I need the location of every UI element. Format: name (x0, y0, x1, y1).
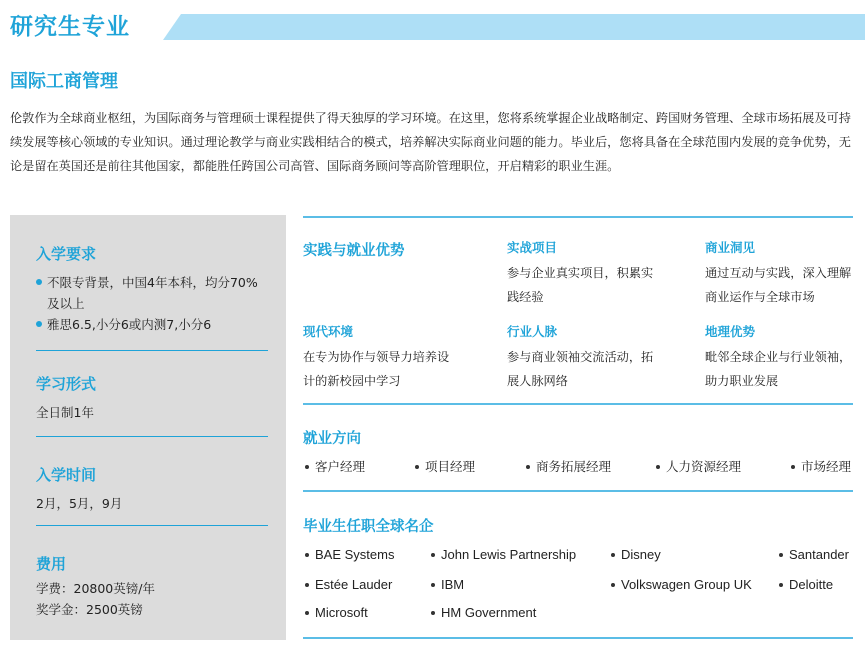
section-divider (36, 436, 268, 437)
section-divider (36, 525, 268, 526)
career-item: 项目经理 (415, 457, 475, 475)
career-item: 人力资源经理 (656, 457, 741, 475)
employer-item: John Lewis Partnership (431, 547, 576, 562)
section-divider (303, 637, 853, 639)
section-divider (303, 403, 853, 405)
page-header (0, 0, 865, 50)
advantage-text: 参与商业领袖交流活动，拓展人脉网络 (507, 350, 654, 388)
bullet-dot-icon (36, 321, 42, 327)
section-divider (303, 216, 853, 218)
bullet-dot-icon (305, 465, 309, 469)
employer-item: BAE Systems (305, 547, 394, 562)
advantages-title: 实践与就业优势 (303, 243, 405, 259)
bullet-dot-icon (305, 553, 309, 557)
bullet-dot-icon (779, 583, 783, 587)
section-divider (303, 490, 853, 492)
career-item: 客户经理 (305, 457, 365, 475)
bullet-dot-icon (611, 583, 615, 587)
career-item: 商务拓展经理 (526, 457, 611, 475)
employer-item: HM Government (431, 605, 536, 620)
admission-section (36, 243, 268, 335)
intake-title: 入学时间 (36, 466, 97, 484)
career-item: 市场经理 (791, 457, 851, 475)
admission-item: 雅思6.5,小分6或内测7,小分6 (36, 314, 268, 335)
advantage-text: 毗邻全球企业与行业领袖，助力职业发展 (705, 350, 852, 388)
employer-item: Disney (611, 547, 661, 562)
page-title: 研究生专业 (10, 14, 130, 40)
bullet-dot-icon (415, 465, 419, 469)
advantage-title: 现代环境 (303, 324, 354, 339)
admission-item: 不限专背景，中国4年本科，均分70%及以上 (36, 272, 268, 314)
advantage-text: 通过互动与实践，深入理解商业运作与全球市场 (705, 266, 852, 304)
bullet-dot-icon (431, 553, 435, 557)
employer-item: Estée Lauder (305, 577, 392, 592)
employer-item: IBM (431, 577, 464, 592)
bullet-dot-icon (36, 279, 42, 285)
advantage-title: 行业人脉 (507, 324, 558, 339)
admission-title: 入学要求 (36, 245, 97, 263)
bullet-dot-icon (431, 583, 435, 587)
bullet-dot-icon (791, 465, 795, 469)
study-mode-section (36, 373, 268, 423)
bullet-dot-icon (305, 611, 309, 615)
employer-item: Microsoft (305, 605, 368, 620)
advantage-title: 实战项目 (507, 240, 558, 255)
employer-item: Volkswagen Group UK (611, 577, 752, 592)
bullet-dot-icon (431, 611, 435, 615)
employer-item: Santander (779, 547, 849, 562)
intake-section (36, 464, 268, 514)
bullet-dot-icon (611, 553, 615, 557)
program-title: 国际工商管理 (10, 71, 118, 92)
employer-item: Deloitte (779, 577, 833, 592)
advantage-text: 在专为协作与领导力培养设计的新校园中学习 (303, 350, 450, 388)
study-mode-title: 学习形式 (36, 375, 97, 393)
fees-section (36, 553, 268, 620)
program-intro: 伦敦作为全球商业枢纽，为国际商务与管理硕士课程提供了得天独厚的学习环境。在这里，您将系统掌握企业战略制定、跨国财务管理、全球市场拓展及可持续发展等核心领域的专业知识。通过理论教学与商业实践相结合的模式，培养解决实际商业问题的能力。毕业后，您将具备在全球范围内发展的竞争优势，无论是留在英国还是前往其他国家，都能胜任跨国公司高管、国际商务顾问等高阶管理职位，开启精彩的职业生涯。 (10, 111, 851, 173)
fees-title: 费用 (36, 555, 67, 573)
scholarship: 奖学金：2500英镑 (36, 602, 143, 617)
advantage-text: 参与企业真实项目，积累实践经验 (507, 266, 654, 304)
employers-title: 毕业生任职全球名企 (303, 519, 434, 535)
advantage-title: 地理优势 (705, 324, 756, 339)
info-sidebar (10, 215, 286, 640)
bullet-dot-icon (305, 583, 309, 587)
intake-value: 2月，5月，9月 (36, 496, 123, 511)
bullet-dot-icon (779, 553, 783, 557)
bullet-dot-icon (656, 465, 660, 469)
bullet-dot-icon (526, 465, 530, 469)
advantage-title: 商业洞见 (705, 240, 756, 255)
study-mode-value: 全日制1年 (36, 405, 94, 420)
tuition-fee: 学费：20800英镑/年 (36, 581, 155, 596)
section-divider (36, 350, 268, 351)
header-banner-bar (163, 14, 865, 40)
careers-title: 就业方向 (303, 431, 361, 447)
